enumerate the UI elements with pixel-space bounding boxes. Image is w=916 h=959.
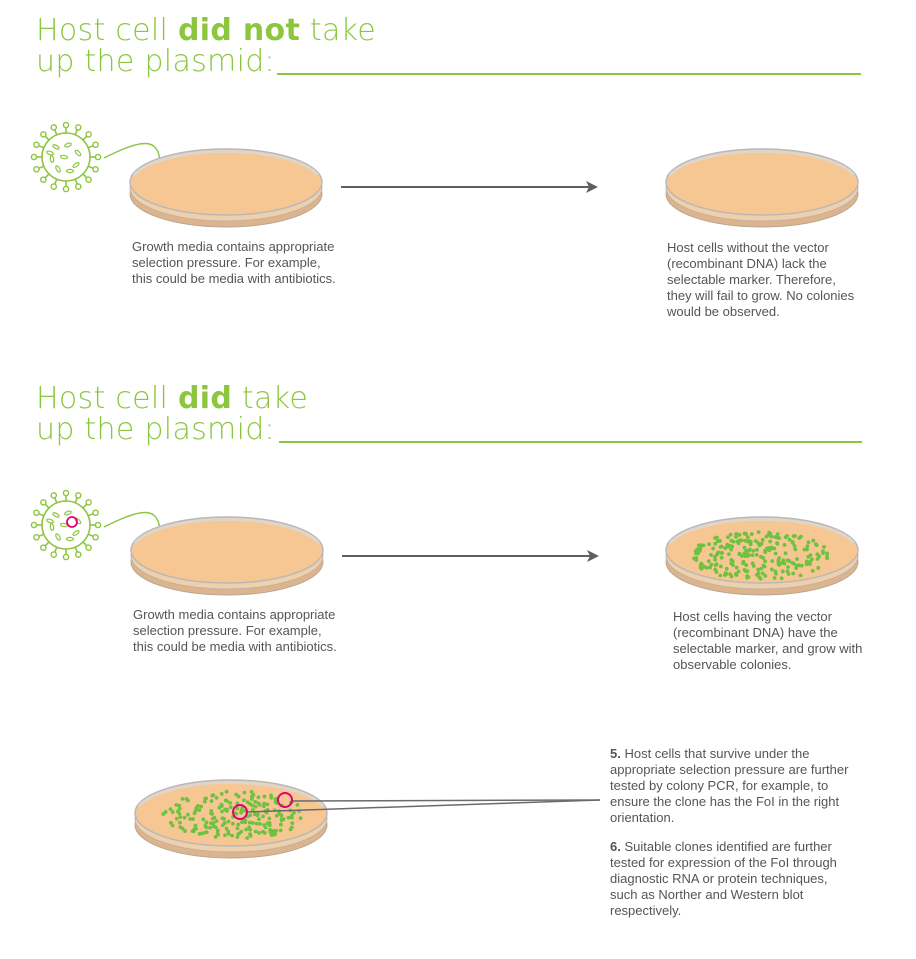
caption-text: Host cells that survive under the: [620, 746, 810, 761]
caption-line: Growth media contains appropriate: [132, 239, 335, 254]
caption-line: (recombinant DNA) have the: [673, 625, 838, 640]
caption-line: selectable marker. Therefore,: [667, 272, 836, 287]
section1-heading-line2: up the plasmid:: [36, 44, 275, 79]
caption-line: Growth media contains appropriate: [133, 607, 336, 622]
caption-line: tested by colony PCR, for example, to: [610, 778, 829, 793]
petri-dish-icon: [131, 517, 323, 595]
caption-line: ensure the clone has the FoI in the right: [610, 794, 840, 809]
section2-heading-line2: up the plasmid:: [36, 412, 275, 447]
caption-line: such as Norther and Western blot: [610, 887, 804, 902]
caption-line: (recombinant DNA) lack the: [667, 256, 827, 271]
caption-line: diagnostic RNA or protein techniques,: [610, 871, 828, 886]
heading-text: Host cell: [36, 13, 178, 48]
caption-line: respectively.: [610, 903, 682, 918]
caption-line: appropriate selection pressure are further: [610, 762, 849, 777]
heading-emphasis: did not: [178, 13, 301, 48]
heading-emphasis: did: [178, 381, 233, 416]
caption-line: this could be media with antibiotics.: [133, 639, 337, 654]
caption-line: selectable marker, and grow with: [673, 641, 863, 656]
petri-dish-icon: [130, 149, 322, 227]
heading-text: take: [232, 381, 309, 416]
caption-text: Suitable clones identified are further: [620, 839, 832, 854]
bacterium-with-plasmid-icon: [31, 490, 100, 559]
caption-line: this could be media with antibiotics.: [132, 271, 336, 286]
petri-dish-empty-icon: [666, 149, 858, 227]
caption-line: selection pressure. For example,: [132, 255, 321, 270]
caption-line: Host cells without the vector: [667, 240, 829, 255]
bacterium-icon: [31, 122, 100, 191]
caption-line: orientation.: [610, 810, 675, 825]
caption-line: Host cells having the vector: [673, 609, 832, 624]
caption-line: tested for expression of the FoI through: [610, 855, 837, 870]
heading-text: Host cell: [36, 381, 178, 416]
caption-line: selection pressure. For example,: [133, 623, 322, 638]
caption-line: would be observed.: [667, 304, 780, 319]
step-number: 5.: [610, 746, 621, 761]
caption-line: observable colonies.: [673, 657, 792, 672]
caption-line: they will fail to grow. No colonies: [667, 288, 855, 303]
step-number: 6.: [610, 839, 621, 854]
heading-text: take: [300, 13, 377, 48]
petri-dish-selected-colonies-icon: [135, 780, 327, 858]
